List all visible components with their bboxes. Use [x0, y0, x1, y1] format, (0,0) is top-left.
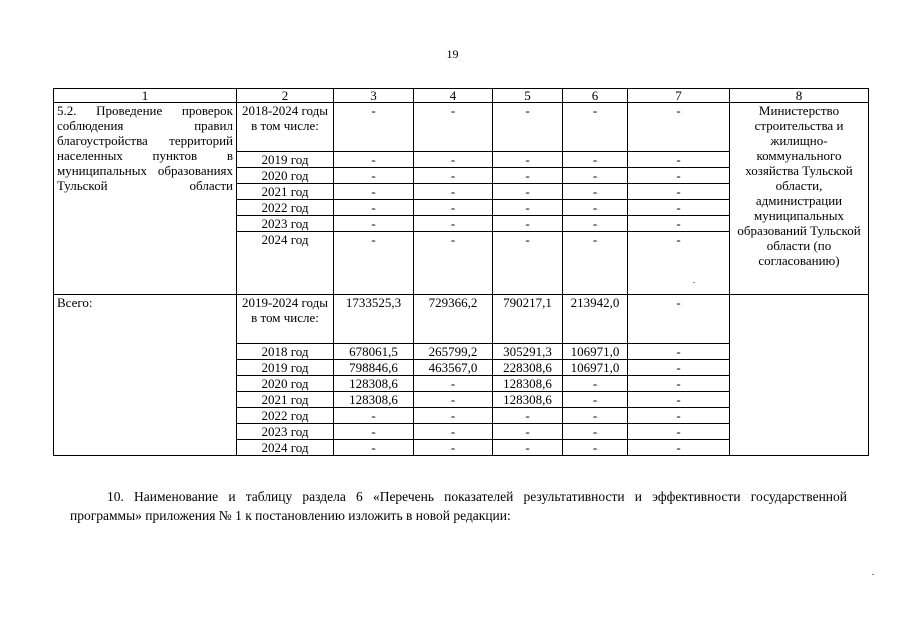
value-cell: - [414, 232, 493, 295]
value-cell: - [563, 424, 628, 440]
header-cell: 5 [493, 89, 563, 103]
value-cell: - [493, 216, 563, 232]
value-cell: 265799,2 [414, 344, 493, 360]
value-cell: - [334, 216, 414, 232]
value-cell: - [334, 424, 414, 440]
period-cell: 2023 год [237, 216, 334, 232]
period-cell: 2023 год [237, 424, 334, 440]
value-cell: 106971,0 [563, 344, 628, 360]
value-cell: - [563, 152, 628, 168]
value-cell: - [493, 103, 563, 152]
value-cell: 128308,6 [493, 376, 563, 392]
total-name-cell: Всего: [54, 295, 237, 456]
value-cell: 729366,2 [414, 295, 493, 344]
total-owner-cell [730, 295, 869, 456]
value-cell: - [334, 232, 414, 295]
budget-table [53, 88, 869, 456]
value-cell: - [493, 408, 563, 424]
value-cell: - [414, 440, 493, 456]
value-cell: 798846,6 [334, 360, 414, 376]
value-cell: - [563, 232, 628, 295]
header-row [54, 89, 869, 103]
value-cell: - [493, 424, 563, 440]
header-cell: 1 [54, 89, 237, 103]
value-cell: 1733525,3 [334, 295, 414, 344]
period-cell: 2018 год [237, 344, 334, 360]
value-cell: - [628, 152, 730, 168]
period-cell: 2024 год [237, 232, 334, 295]
value-cell: - [563, 184, 628, 200]
period-cell: 2021 год [237, 392, 334, 408]
period-cell: 2018-2024 годы в том числе: [237, 103, 334, 152]
value-cell: 213942,0 [563, 295, 628, 344]
value-cell: - [493, 152, 563, 168]
value-cell: - [628, 232, 730, 295]
value-cell: 128308,6 [493, 392, 563, 408]
value-cell: - [628, 216, 730, 232]
value-cell: 790217,1 [493, 295, 563, 344]
value-cell: - [493, 184, 563, 200]
value-cell: - [628, 168, 730, 184]
value-cell: - [414, 168, 493, 184]
value-cell: - [628, 184, 730, 200]
value-cell: 678061,5 [334, 344, 414, 360]
value-cell: 305291,3 [493, 344, 563, 360]
value-cell: - [493, 168, 563, 184]
page-number: 19 [446, 47, 459, 61]
table-row [54, 103, 869, 152]
section-owner-cell: Министерство строительства и жилищно-коммунального хозяйства Тульской области, администрации муниципальных образований Тульской области (по согласованию) [730, 103, 869, 295]
value-cell: - [334, 200, 414, 216]
value-cell: - [563, 216, 628, 232]
value-cell: 463567,0 [414, 360, 493, 376]
value-cell: - [414, 103, 493, 152]
value-cell: - [563, 408, 628, 424]
period-cell: 2022 год [237, 408, 334, 424]
value-cell: - [334, 168, 414, 184]
value-cell: - [628, 440, 730, 456]
value-cell: 228308,6 [493, 360, 563, 376]
value-cell: - [414, 152, 493, 168]
value-cell: - [334, 103, 414, 152]
value-cell: - [414, 424, 493, 440]
value-cell: - [628, 103, 730, 152]
scan-speck [693, 282, 695, 283]
value-cell: - [493, 232, 563, 295]
value-cell: - [414, 408, 493, 424]
value-cell: - [563, 376, 628, 392]
period-cell: 2019 год [237, 360, 334, 376]
section-name-cell: 5.2. Проведение проверок соблюдения правил благоустройства территорий населенных пунктов в муниципальных образованиях Тульской области [54, 103, 237, 295]
value-cell: - [563, 440, 628, 456]
value-cell: - [628, 295, 730, 344]
paragraph-10: 10. Наименование и таблицу раздела 6 «Перечень показателей результативности и эффективности государственной программы» приложения № 1 к постановлению изложить в новой редакции: [70, 489, 847, 523]
header-cell: 7 [628, 89, 730, 103]
value-cell: - [628, 392, 730, 408]
header-cell: 3 [334, 89, 414, 103]
value-cell: - [563, 168, 628, 184]
value-cell: - [563, 392, 628, 408]
value-cell: - [414, 200, 493, 216]
scan-speck [872, 574, 874, 575]
value-cell: - [334, 152, 414, 168]
header-cell: 4 [414, 89, 493, 103]
period-cell: 2024 год [237, 440, 334, 456]
value-cell: - [414, 216, 493, 232]
value-cell: - [334, 440, 414, 456]
value-cell: - [628, 360, 730, 376]
value-cell: 106971,0 [563, 360, 628, 376]
value-cell: - [563, 200, 628, 216]
value-cell: - [628, 408, 730, 424]
header-cell: 8 [730, 89, 869, 103]
value-cell: - [493, 200, 563, 216]
header-cell: 2 [237, 89, 334, 103]
value-cell: - [414, 376, 493, 392]
value-cell: - [563, 103, 628, 152]
value-cell: - [334, 184, 414, 200]
value-cell: - [628, 200, 730, 216]
value-cell: - [493, 440, 563, 456]
period-cell: 2022 год [237, 200, 334, 216]
header-cell: 6 [563, 89, 628, 103]
value-cell: 128308,6 [334, 392, 414, 408]
period-cell: 2020 год [237, 168, 334, 184]
table-row [54, 295, 869, 344]
value-cell: - [334, 408, 414, 424]
value-cell: - [628, 344, 730, 360]
value-cell: - [414, 392, 493, 408]
value-cell: - [628, 424, 730, 440]
value-cell: - [414, 184, 493, 200]
value-cell: - [628, 376, 730, 392]
period-cell: 2020 год [237, 376, 334, 392]
value-cell: 128308,6 [334, 376, 414, 392]
period-cell: 2019 год [237, 152, 334, 168]
period-cell: 2019-2024 годы в том числе: [237, 295, 334, 344]
period-cell: 2021 год [237, 184, 334, 200]
